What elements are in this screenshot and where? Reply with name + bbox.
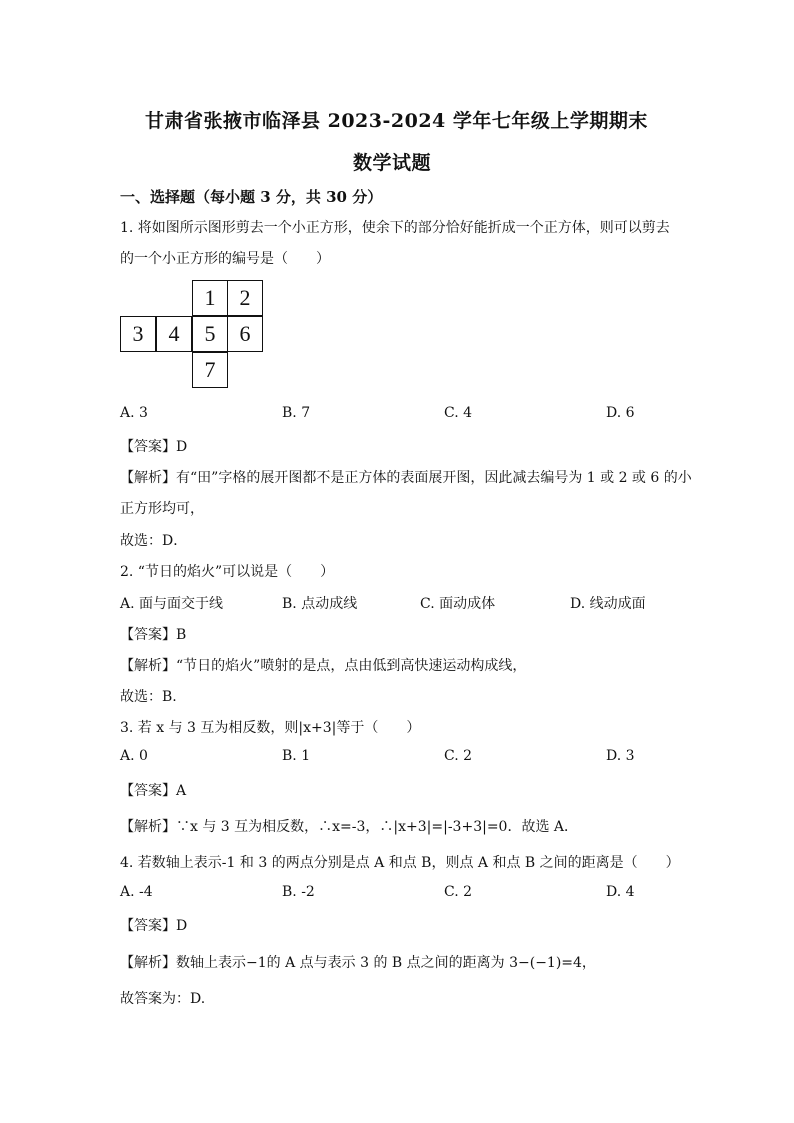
section-heading: 一、选择题（每小题 3 分，共 30 分） — [120, 188, 383, 206]
q1-analysis-line2: 正方形均可， — [120, 501, 204, 517]
net-cell-3: 3 — [120, 316, 156, 352]
q3-option-b: B. 1 — [282, 748, 311, 764]
q2-option-d: D. 线动成面 — [570, 596, 646, 612]
q1-analysis-line1: 【解析】有“田”字格的展开图都不是正方体的表面展开图，因此减去编号为 1 或 2 或 6 的小 — [120, 470, 692, 486]
q3-analysis: 【解析】∵x 与 3 互为相反数，∴x=-3，∴|x+3|=|-3+3|=0．故选 A． — [120, 819, 579, 835]
q1-answer: 【答案】D — [120, 439, 188, 455]
q1-stem-line1: 1. 将如图所示图形剪去一个小正方形，使余下的部分恰好能折成一个正方体，则可以剪去 — [120, 220, 670, 236]
q1-conclusion: 故选：D． — [120, 533, 188, 549]
q3-option-d: D. 3 — [606, 748, 635, 764]
net-cell-4: 4 — [156, 316, 192, 352]
net-cell-5: 5 — [192, 316, 228, 352]
q4-option-d: D. 4 — [606, 884, 635, 900]
net-cell-1: 1 — [192, 280, 228, 316]
q3-answer: 【答案】A — [120, 783, 187, 799]
q2-analysis: 【解析】“节日的焰火”喷射的是点，点由低到高快速运动构成线， — [120, 658, 527, 674]
q3-option-a: A. 0 — [120, 748, 148, 764]
cube-net-figure — [120, 280, 270, 392]
q1-option-a: A. 3 — [120, 405, 148, 421]
q4-stem: 4. 若数轴上表示-1 和 3 的两点分别是点 A 和点 B，则点 A 和点 B 之间的距离是（ ） — [120, 855, 680, 871]
q1-option-b: B. 7 — [282, 405, 311, 421]
q4-option-a: A. -4 — [120, 884, 153, 900]
page-title-line1: 甘肃省张掖市临泽县 2023-2024 学年七年级上学期期末 — [145, 110, 648, 132]
q4-analysis: 【解析】数轴上表示−1的 A 点与表示 3 的 B 点之间的距离为 3−(−1)=4， — [120, 955, 596, 971]
q2-option-c: C. 面动成体 — [420, 596, 496, 612]
q2-option-b: B. 点动成线 — [282, 596, 358, 612]
q2-answer: 【答案】B — [120, 627, 187, 643]
q2-conclusion: 故选：B. — [120, 689, 177, 705]
q4-option-c: C. 2 — [444, 884, 473, 900]
q2-option-a: A. 面与面交于线 — [120, 596, 224, 612]
q2-stem: 2. “节日的焰火”可以说是（ ） — [120, 564, 335, 580]
q4-conclusion: 故答案为：D. — [120, 991, 206, 1007]
net-cell-2: 2 — [227, 280, 263, 316]
q1-option-c: C. 4 — [444, 405, 473, 421]
q3-option-c: C. 2 — [444, 748, 473, 764]
q3-stem: 3. 若 x 与 3 互为相反数，则|x+3|等于（ ） — [120, 720, 421, 736]
page-title-line2: 数学试题 — [353, 152, 432, 174]
q4-option-b: B. -2 — [282, 884, 315, 900]
net-cell-6: 6 — [227, 316, 263, 352]
q1-stem-line2: 的一个小正方形的编号是（ ） — [120, 251, 330, 267]
net-cell-7: 7 — [192, 352, 228, 388]
q4-answer: 【答案】D — [120, 918, 188, 934]
q1-option-d: D. 6 — [606, 405, 635, 421]
